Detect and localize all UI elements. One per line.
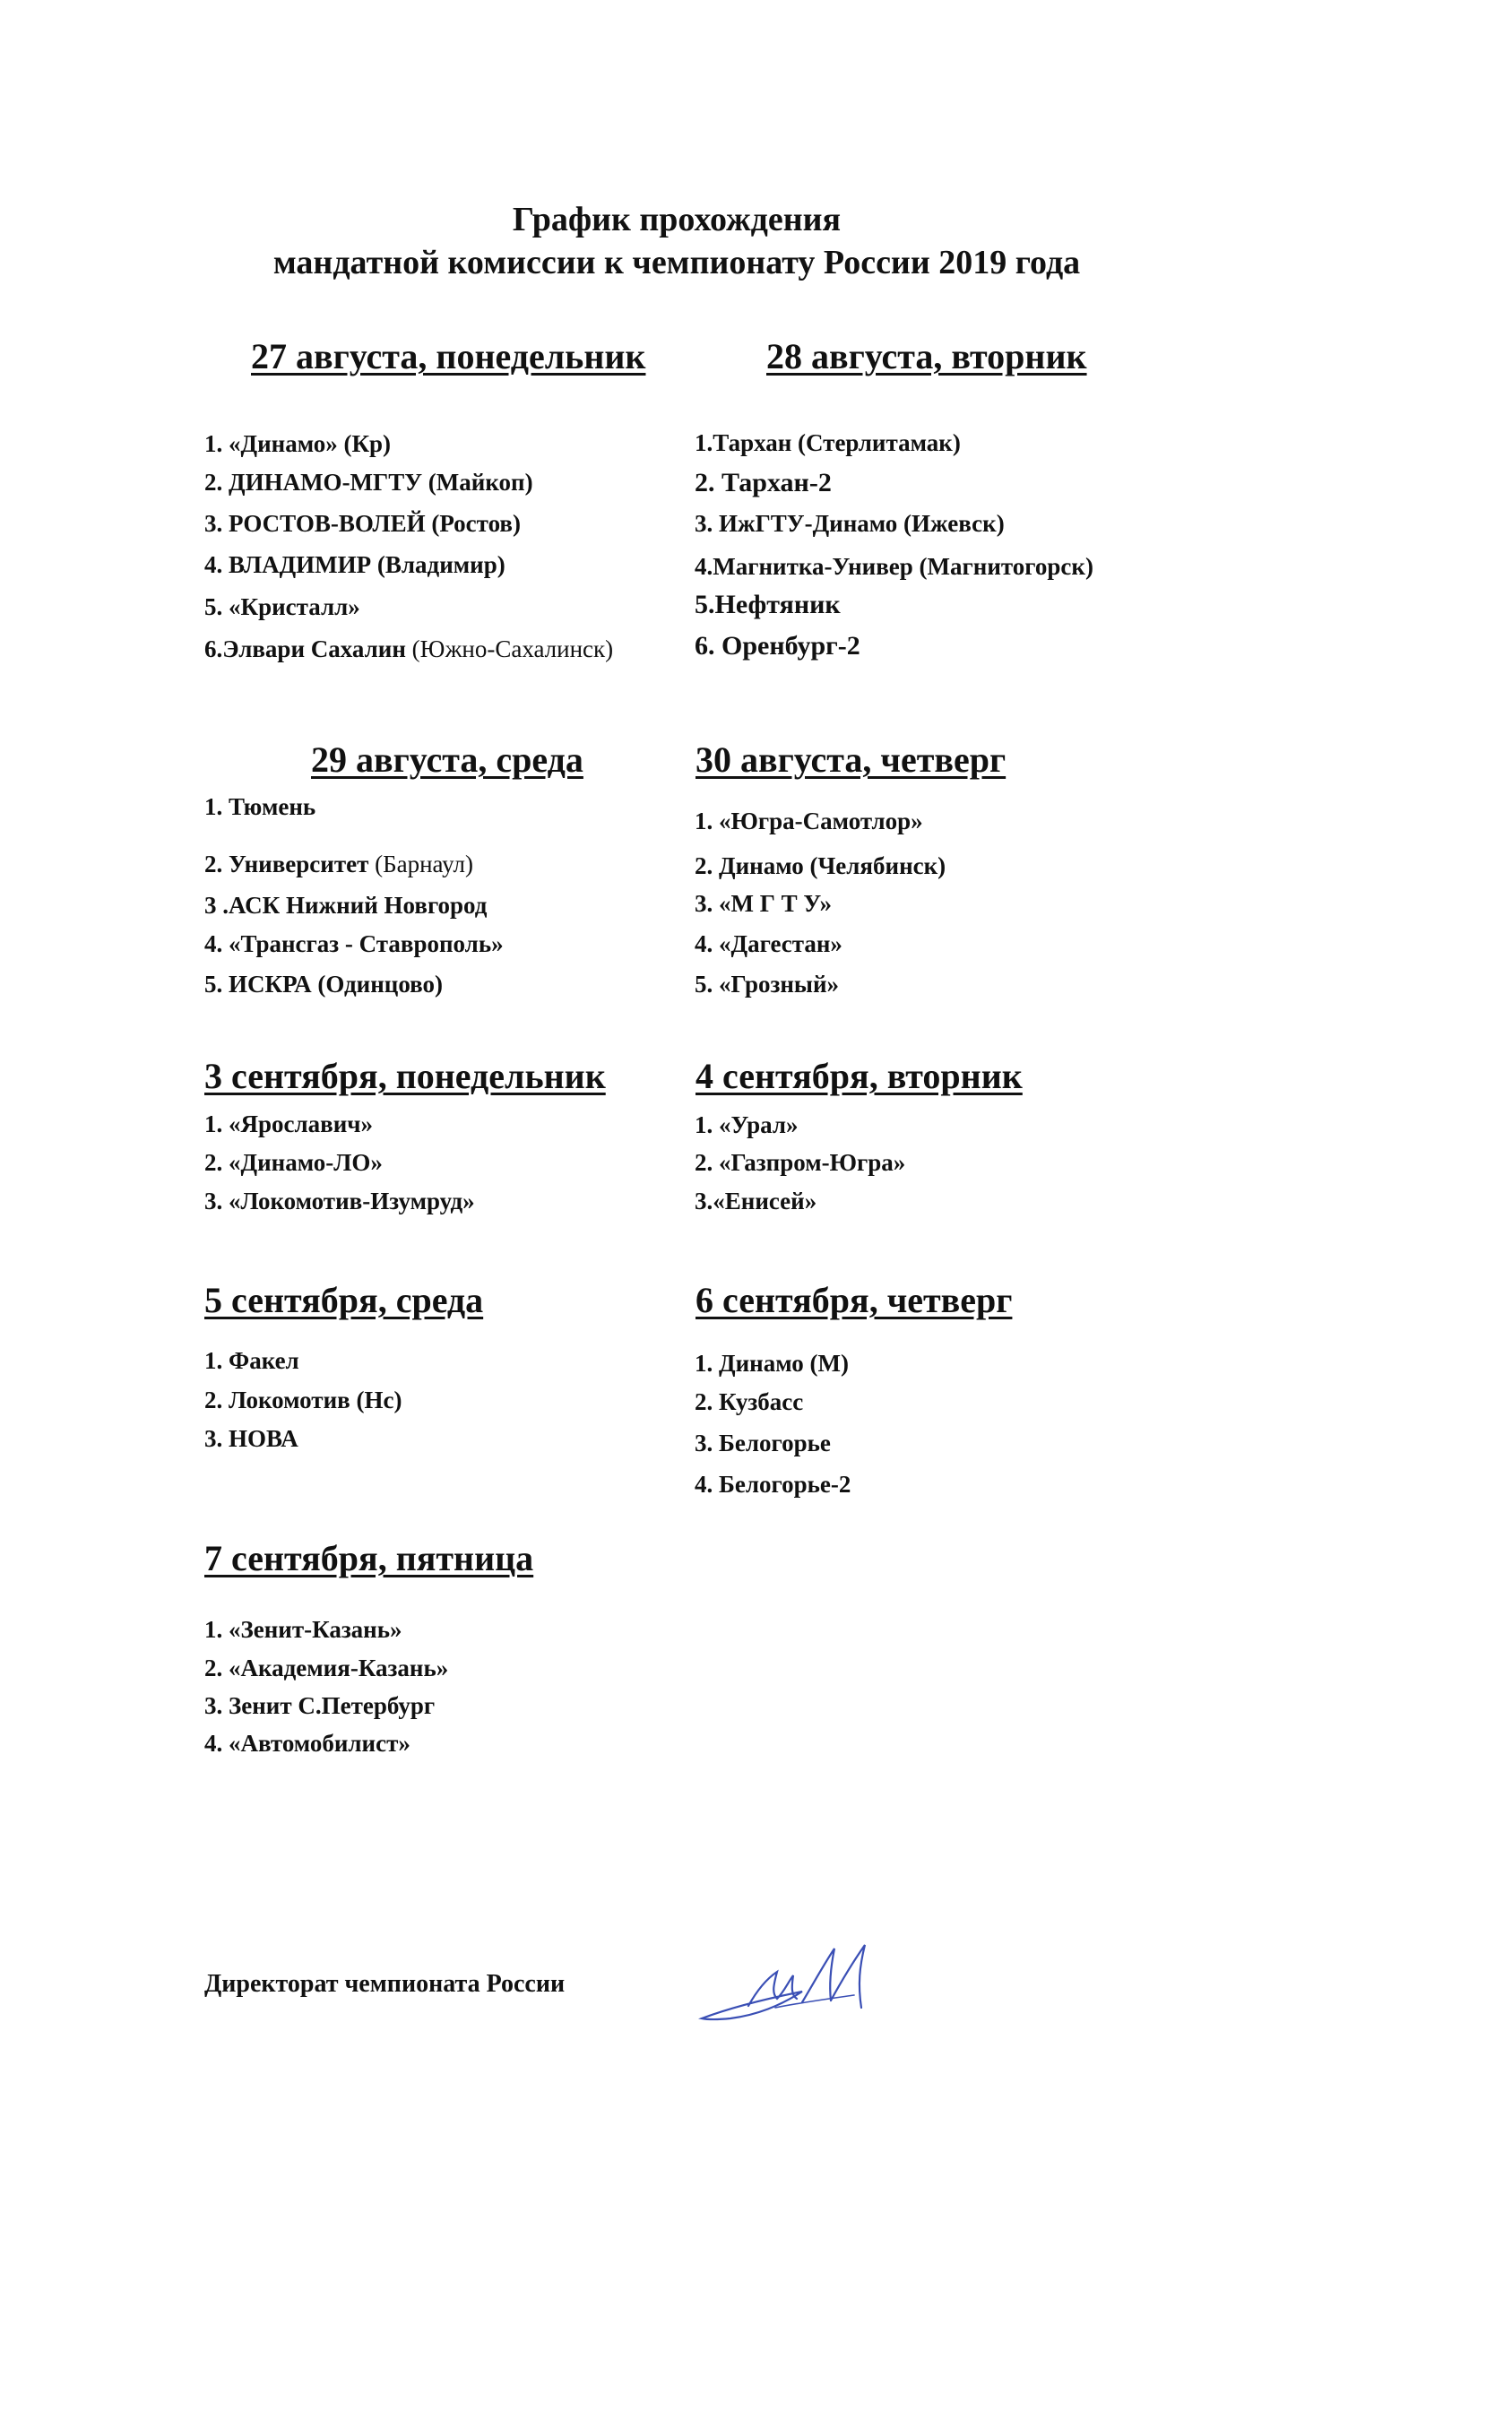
list-item: 4. «Автомобилист» <box>204 1730 410 1757</box>
list-item: 1. Факел <box>204 1347 299 1374</box>
list-item: 1. «Югра-Самотлор» <box>695 808 923 834</box>
team-name: 6.Элвари Сахалин <box>204 635 406 662</box>
list-item <box>204 635 613 663</box>
list-item: 4. Белогорье-2 <box>695 1471 851 1498</box>
list-item <box>204 850 473 878</box>
day-heading-sep-6: 6 сентября, четверг <box>696 1280 1013 1320</box>
list-item: 4. «Трансгаз - Ставрополь» <box>204 930 504 957</box>
list-item: 1.Тархан (Стерлитамак) <box>695 429 961 456</box>
list-item: 2. «Академия-Казань» <box>204 1655 449 1681</box>
list-item: 4.Магнитка-Универ (Магнитогорск) <box>695 553 1093 580</box>
list-item: 4. ВЛАДИМИР (Владимир) <box>204 551 505 578</box>
team-city: (Барнаул) <box>375 851 473 877</box>
team-name: 2. Университет <box>204 851 369 877</box>
day-heading-aug-27: 27 августа, понедельник <box>251 336 646 376</box>
list-item: 2. ДИНАМО-МГТУ (Майкоп) <box>204 469 533 496</box>
list-item: 5. «Грозный» <box>695 971 840 998</box>
day-heading-aug-30: 30 августа, четверг <box>696 739 1007 780</box>
list-item: 1. «Зенит-Казань» <box>204 1616 402 1643</box>
list-item: 4. «Дагестан» <box>695 930 842 957</box>
list-item: 1. «Ярославич» <box>204 1110 374 1137</box>
list-item: 2. Локомотив (Нс) <box>204 1387 402 1413</box>
day-heading-sep-3: 3 сентября, понедельник <box>204 1056 606 1096</box>
list-item: 6. Оренбург-2 <box>695 631 860 661</box>
list-item: 3 .АСК Нижний Новгород <box>204 892 488 919</box>
directorate-label: Директорат чемпионата России <box>204 1970 566 1998</box>
list-item: 5. «Кристалл» <box>204 593 360 620</box>
list-item: 3. ИжГТУ-Динамо (Ижевск) <box>695 510 1005 537</box>
list-item: 3. НОВА <box>204 1425 298 1452</box>
team-city: (Южно-Сахалинск) <box>411 635 614 662</box>
list-item: 2. Тархан-2 <box>695 468 832 497</box>
list-item: 2. Кузбасс <box>695 1388 804 1415</box>
list-item: 2. Динамо (Челябинск) <box>695 852 946 879</box>
list-item: 5.Нефтяник <box>695 590 841 619</box>
document-title-line-1: График прохождения <box>512 201 842 238</box>
list-item: 1. Динамо (М) <box>695 1350 849 1377</box>
list-item: 3.«Енисей» <box>695 1188 817 1214</box>
list-item: 3. «М Г Т У» <box>695 890 833 917</box>
day-heading-sep-5: 5 сентября, среда <box>204 1280 484 1320</box>
day-heading-sep-7: 7 сентября, пятница <box>204 1538 534 1578</box>
list-item: 3. Зенит С.Петербург <box>204 1692 436 1719</box>
signature-icon <box>695 1936 901 2035</box>
list-item: 3. РОСТОВ-ВОЛЕЙ (Ростов) <box>204 510 521 537</box>
list-item: 2. «Газпром-Югра» <box>695 1149 906 1176</box>
list-item: 1. Тюмень <box>204 793 316 820</box>
document-title-line-2: мандатной комиссии к чемпионату России 2019 года <box>272 244 1081 281</box>
list-item: 2. «Динамо-ЛО» <box>204 1149 383 1176</box>
list-item: 1. «Урал» <box>695 1111 799 1138</box>
day-heading-sep-4: 4 сентября, вторник <box>696 1056 1023 1096</box>
list-item: 5. ИСКРА (Одинцово) <box>204 971 444 998</box>
list-item: 1. «Динамо» (Кр) <box>204 430 392 457</box>
day-heading-aug-28: 28 августа, вторник <box>766 336 1087 376</box>
list-item: 3. Белогорье <box>695 1430 831 1456</box>
list-item: 3. «Локомотив-Изумруд» <box>204 1188 475 1214</box>
day-heading-aug-29: 29 августа, среда <box>311 739 583 780</box>
